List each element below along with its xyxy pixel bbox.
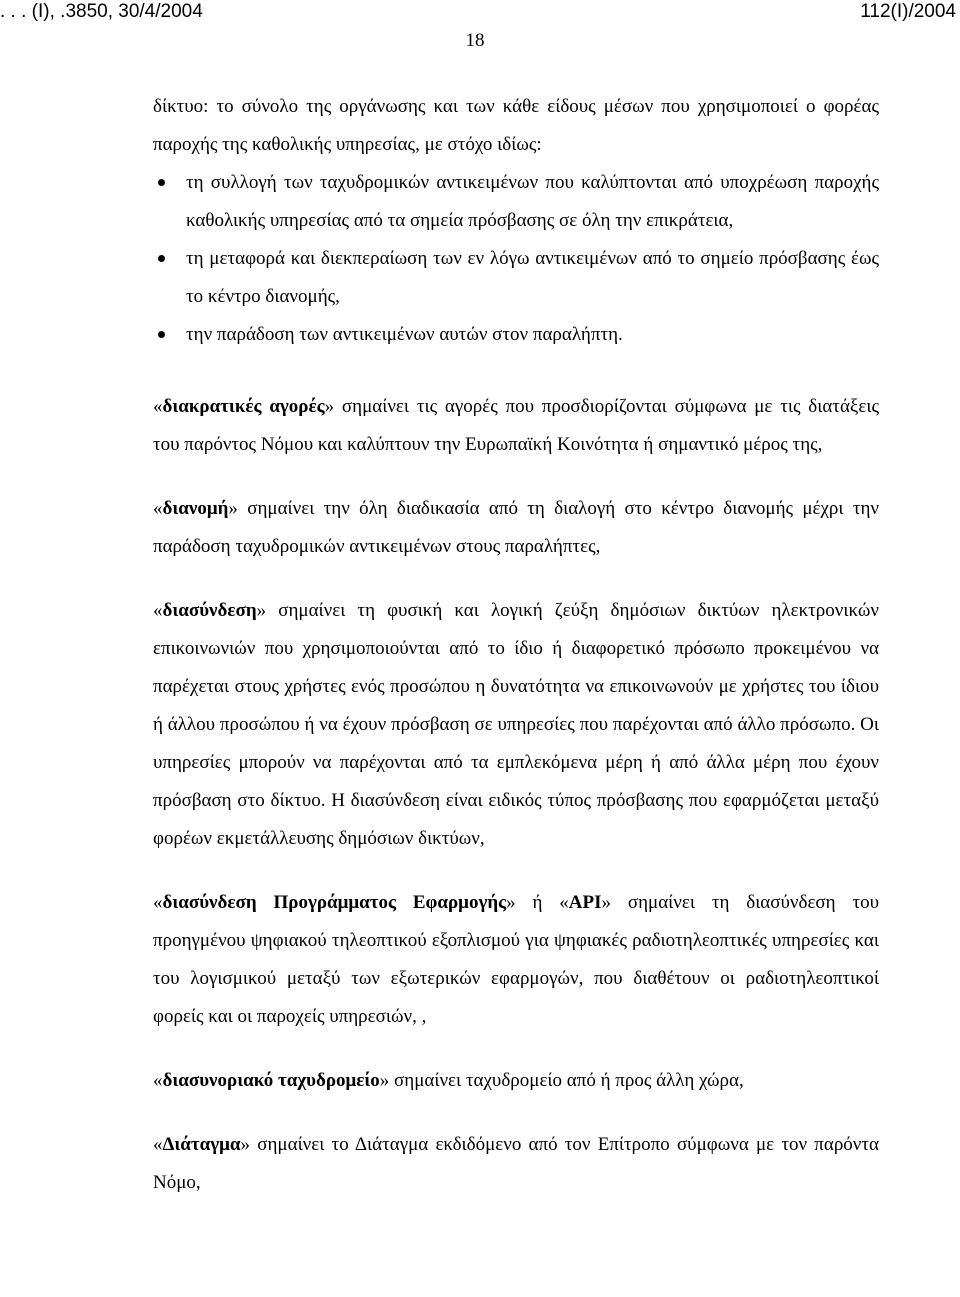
list-item <box>153 164 879 240</box>
definition-paragraph: «Διάταγμα» σημαίνει το Διάταγμα εκδιδόμενο από τον Επίτροπο σύμφωνα με τον παρόντα Νόμο, <box>153 1134 879 1193</box>
defined-term: διανομή <box>162 498 229 519</box>
definition-text: σημαίνει τη φυσική και λογική ζεύξη δημόσιων δικτύων ηλεκτρονικών επικοινωνιών που χρησιμοποιούνται από το ίδιο ή διαφορετικό πρόσωπο προκειμένου να παρέχεται στους χρήστες ενός προσώπου η δυνατότητα να επικοινωνούν με χρήστες του ίδιου ή άλλου προσώπου ή να έχουν πρόσβαση σε υπηρεσίες που παρέχονται από άλλο πρόσωπο. Οι υπηρεσίες μπορούν να παρέχονται από τα εμπλεκόμενα μέρη ή από άλλα μέρη που έχουν πρόσβαση στο δίκτυο. Η διασύνδεση είναι ειδικός τύπος πρόσβασης που εφαρμόζεται μεταξύ φορέων εκμετάλλευσης δημόσιων δικτύων, <box>153 600 879 849</box>
header-reference: . . . (Ι), .3850, 30/4/2004 <box>0 1 203 22</box>
network-bullet-list <box>153 164 879 354</box>
bullet-icon <box>158 255 165 262</box>
definition-paragraph: «διανομή» σημαίνει την όλη διαδικασία από τη διαλογή στο κέντρο διανομής μέχρι την παράδοση ταχυδρομικών αντικειμένων στους παραλήπτες, <box>153 498 879 557</box>
page-number: 18 <box>465 30 485 51</box>
definition-text: σημαίνει το Διάταγμα εκδιδόμενο από τον Επίτροπο σύμφωνα με τον παρόντα Νόμο, <box>153 1134 879 1193</box>
header-law-number: 112(Ι)/2004 <box>860 1 956 22</box>
definition-text: σημαίνει τη διασύνδεση του προηγμένου ψηφιακού τηλεοπτικού εξοπλισμού για ψηφιακές ραδιοτηλεοπτικές υπηρεσίες και του λογισμικού μεταξύ των εξωτερικών εφαρμογών, που διαθέτουν οι ραδιοτηλεοπτικοί φορείς και οι παροχείς υπηρεσιών, , <box>153 892 880 1027</box>
definition-paragraph: «διασύνδεση Προγράμματος Εφαρμογής» ή «API» σημαίνει τη διασύνδεση του προηγμένου ψηφιακού τηλεοπτικού εξοπλισμού για ψηφιακές ραδιοτηλεοπτικές υπηρεσίες και του λογισμικού μεταξύ των εξωτερικών εφαρμογών, που διαθέτουν οι ραδιοτηλεοπτικοί φορείς και οι παροχείς υπηρεσιών, , <box>153 892 880 1027</box>
definition-connector: ή « <box>515 892 569 913</box>
list-item-text: τη μεταφορά και διεκπεραίωση των εν λόγω αντικειμένων από το σημείο πρόσβασης έως το κέντρο διανομής, <box>186 248 879 307</box>
defined-term: Διάταγμα <box>162 1134 241 1155</box>
definition-text: σημαίνει την όλη διαδικασία από τη διαλογή στο κέντρο διανομής μέχρι την παράδοση ταχυδρομικών αντικειμένων στους παραλήπτες, <box>153 498 879 557</box>
definition-paragraph: «διασυνοριακό ταχυδρομείο» σημαίνει ταχυδρομείο από ή προς άλλη χώρα, <box>153 1070 744 1091</box>
definition-text: σημαίνει τις αγορές που προσδιορίζονται σύμφωνα με τις διατάξεις του παρόντος Νόμου και καλύπτουν την Ευρωπαϊκή Κοινότητα ή σημαντικό μέρος της, <box>153 396 879 455</box>
list-item-text: την παράδοση των αντικειμένων αυτών στον παραλήπτη. <box>186 324 623 345</box>
network-definition-intro: δίκτυο: το σύνολο της οργάνωσης και των κάθε είδους μέσων που χρησιμοποιεί ο φορέας παροχής της καθολικής υπηρεσίας, με στόχο ιδίως: <box>153 96 879 155</box>
list-item <box>153 240 879 316</box>
bullet-icon <box>158 179 165 186</box>
list-item-text: τη συλλογή των ταχυδρομικών αντικειμένων που καλύπτονται από υποχρέωση παροχής καθολικής υπηρεσίας από τα σημεία πρόσβασης σε όλη την επικράτεια, <box>186 172 879 231</box>
defined-term-alias: API <box>568 892 602 913</box>
defined-term: διακρατικές αγορές <box>162 396 325 417</box>
defined-term: διασυνοριακό ταχυδρομείο <box>162 1070 380 1091</box>
definition-paragraph: «διασύνδεση» σημαίνει τη φυσική και λογική ζεύξη δημόσιων δικτύων ηλεκτρονικών επικοινωνιών που χρησιμοποιούνται από το ίδιο ή διαφορετικό πρόσωπο προκειμένου να παρέχεται στους χρήστες ενός προσώπου η δυνατότητα να επικοινωνούν με χρήστες του ίδιου ή άλλου προσώπου ή να έχουν πρόσβαση σε υπηρεσίες που παρέχονται από άλλο πρόσωπο. Οι υπηρεσίες μπορούν να παρέχονται από τα εμπλεκόμενα μέρη ή από άλλα μέρη που έχουν πρόσβαση στο δίκτυο. Η διασύνδεση είναι ειδικός τύπος πρόσβασης που εφαρμόζεται μεταξύ φορέων εκμετάλλευσης δημόσιων δικτύων, <box>153 600 879 849</box>
list-item <box>153 316 879 354</box>
bullet-icon <box>158 331 165 338</box>
defined-term: διασύνδεση <box>162 600 257 621</box>
document-body <box>153 88 879 1202</box>
defined-term: διασύνδεση Προγράμματος Εφαρμογής <box>162 892 507 913</box>
definition-paragraph: «διακρατικές αγορές» σημαίνει τις αγορές που προσδιορίζονται σύμφωνα με τις διατάξεις του παρόντος Νόμου και καλύπτουν την Ευρωπαϊκή Κοινότητα ή σημαντικό μέρος της, <box>153 396 879 455</box>
definition-text: σημαίνει ταχυδρομείο από ή προς άλλη χώρα, <box>389 1070 744 1091</box>
